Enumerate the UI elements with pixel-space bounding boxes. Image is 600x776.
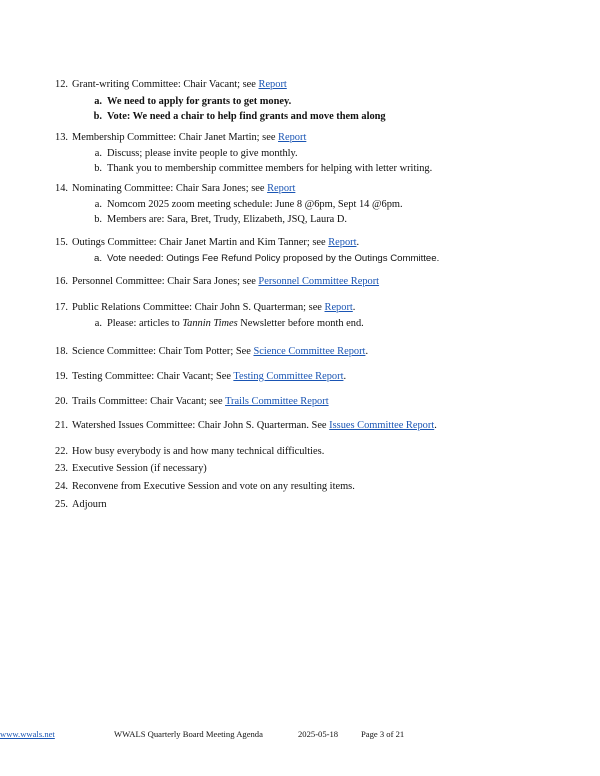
item-text: Personnel Committee: Chair Sara Jones; see bbox=[72, 276, 259, 287]
agenda-item-16 bbox=[48, 275, 560, 289]
footer-website-link[interactable]: www.wwals.net bbox=[0, 729, 55, 739]
footer-date: 2025-05-18 bbox=[298, 729, 339, 739]
grant-writing-report-link[interactable]: Report bbox=[258, 79, 287, 90]
item-number: 20. bbox=[55, 396, 68, 407]
item-text: Grant-writing Committee: Chair Vacant; see bbox=[72, 79, 259, 90]
item-text: Science Committee: Chair Tom Potter; See bbox=[72, 346, 254, 357]
item-number: 16. bbox=[55, 276, 68, 287]
item-text: Executive Session (if necessary) bbox=[72, 463, 207, 474]
item-number: 23. bbox=[55, 463, 68, 474]
agenda-item-22 bbox=[48, 445, 560, 459]
item-text-suffix: . bbox=[356, 237, 360, 248]
item-number: 24. bbox=[55, 481, 68, 492]
science-report-link[interactable]: Science Committee Report bbox=[253, 346, 366, 357]
sub-item-text: Members are: Sara, Bret, Trudy, Elizabeth, JSQ, Laura D. bbox=[107, 214, 347, 225]
item-number: 19. bbox=[55, 371, 68, 382]
page-footer bbox=[0, 727, 600, 741]
item-text: Outings Committee: Chair Janet Martin and Kim Tanner; see bbox=[72, 237, 329, 248]
item-number: 22. bbox=[55, 446, 68, 457]
agenda-item-19 bbox=[48, 370, 560, 384]
sub-item-text-suffix: Newsletter before month end. bbox=[237, 318, 364, 329]
item-text: Public Relations Committee: Chair John S. Quarterman; see bbox=[72, 302, 325, 313]
sub-item-text: We need to apply for grants to get money. bbox=[107, 96, 292, 107]
sub-item-label: b. bbox=[93, 111, 102, 122]
item-number: 17. bbox=[55, 302, 68, 313]
outings-report-link[interactable]: Report bbox=[328, 237, 357, 248]
sub-item-text: Vote: We need a chair to help find grants and move them along bbox=[107, 111, 386, 122]
item-number: 14. bbox=[55, 183, 68, 194]
item-text: Testing Committee: Chair Vacant; See bbox=[72, 371, 234, 382]
newsletter-title: Tannin Times bbox=[182, 318, 238, 329]
item-number: 12. bbox=[55, 79, 68, 90]
footer-title: WWALS Quarterly Board Meeting Agenda bbox=[114, 729, 263, 739]
item-text-suffix: . bbox=[434, 420, 437, 431]
sub-item-text: Thank you to membership committee members for helping with letter writing. bbox=[107, 163, 433, 174]
item-number: 13. bbox=[55, 132, 68, 143]
sub-item-label: b. bbox=[94, 163, 102, 174]
sub-item-text: Nomcom 2025 zoom meeting schedule: June 8 @6pm, Sept 14 @6pm. bbox=[107, 199, 403, 210]
agenda-item-14 bbox=[48, 182, 560, 227]
agenda-item-20 bbox=[48, 395, 560, 409]
agenda-item-21 bbox=[48, 419, 560, 433]
agenda-item-25 bbox=[48, 498, 560, 512]
item-text-suffix: . bbox=[365, 346, 369, 357]
sub-item-text: Vote needed: Outings Fee Refund Policy proposed by the Outings Committee. bbox=[107, 253, 440, 264]
agenda-item-23 bbox=[48, 462, 560, 476]
sub-item-label: a. bbox=[94, 199, 102, 210]
item-text: Adjourn bbox=[72, 499, 107, 510]
sub-item-label: a. bbox=[93, 253, 102, 264]
sub-item-label: a. bbox=[94, 96, 102, 107]
item-number: 25. bbox=[55, 499, 68, 510]
testing-report-link[interactable]: Testing Committee Report bbox=[233, 371, 344, 382]
item-text: Nominating Committee: Chair Sara Jones; see bbox=[72, 183, 268, 194]
item-text: Membership Committee: Chair Janet Martin; see bbox=[72, 132, 279, 143]
item-text: How busy everybody is and how many technical difficulties. bbox=[72, 446, 325, 457]
item-number: 15. bbox=[55, 237, 68, 248]
item-text-suffix: . bbox=[352, 302, 356, 313]
agenda-item-12 bbox=[48, 78, 560, 124]
sub-item-label: a. bbox=[94, 318, 102, 329]
item-text: Watershed Issues Committee: Chair John S. Quarterman. See bbox=[72, 420, 330, 431]
item-text: Reconvene from Executive Session and vote on any resulting items. bbox=[72, 481, 355, 492]
issues-report-link[interactable]: Issues Committee Report bbox=[329, 420, 435, 431]
item-text-suffix: . bbox=[343, 371, 347, 382]
sub-item-text: Discuss; please invite people to give monthly. bbox=[107, 148, 298, 159]
sub-item-label: b. bbox=[94, 214, 102, 225]
sub-item-text: Please: articles to bbox=[107, 318, 183, 329]
public-relations-report-link[interactable]: Report bbox=[324, 302, 353, 313]
item-number: 18. bbox=[55, 346, 68, 357]
agenda-item-15 bbox=[48, 236, 560, 266]
agenda-item-24 bbox=[48, 480, 560, 494]
nominating-report-link[interactable]: Report bbox=[267, 183, 296, 194]
sub-item-label: a. bbox=[94, 148, 102, 159]
item-number: 21. bbox=[55, 420, 68, 431]
footer-page-number: Page 3 of 21 bbox=[361, 729, 405, 739]
item-text: Trails Committee: Chair Vacant; see bbox=[72, 396, 226, 407]
agenda-item-18 bbox=[48, 345, 560, 359]
personnel-report-link[interactable]: Personnel Committee Report bbox=[258, 276, 380, 287]
trails-report-link[interactable]: Trails Committee Report bbox=[225, 396, 329, 407]
membership-report-link[interactable]: Report bbox=[278, 132, 307, 143]
agenda-item-17 bbox=[48, 301, 560, 331]
agenda-item-13 bbox=[48, 131, 560, 176]
